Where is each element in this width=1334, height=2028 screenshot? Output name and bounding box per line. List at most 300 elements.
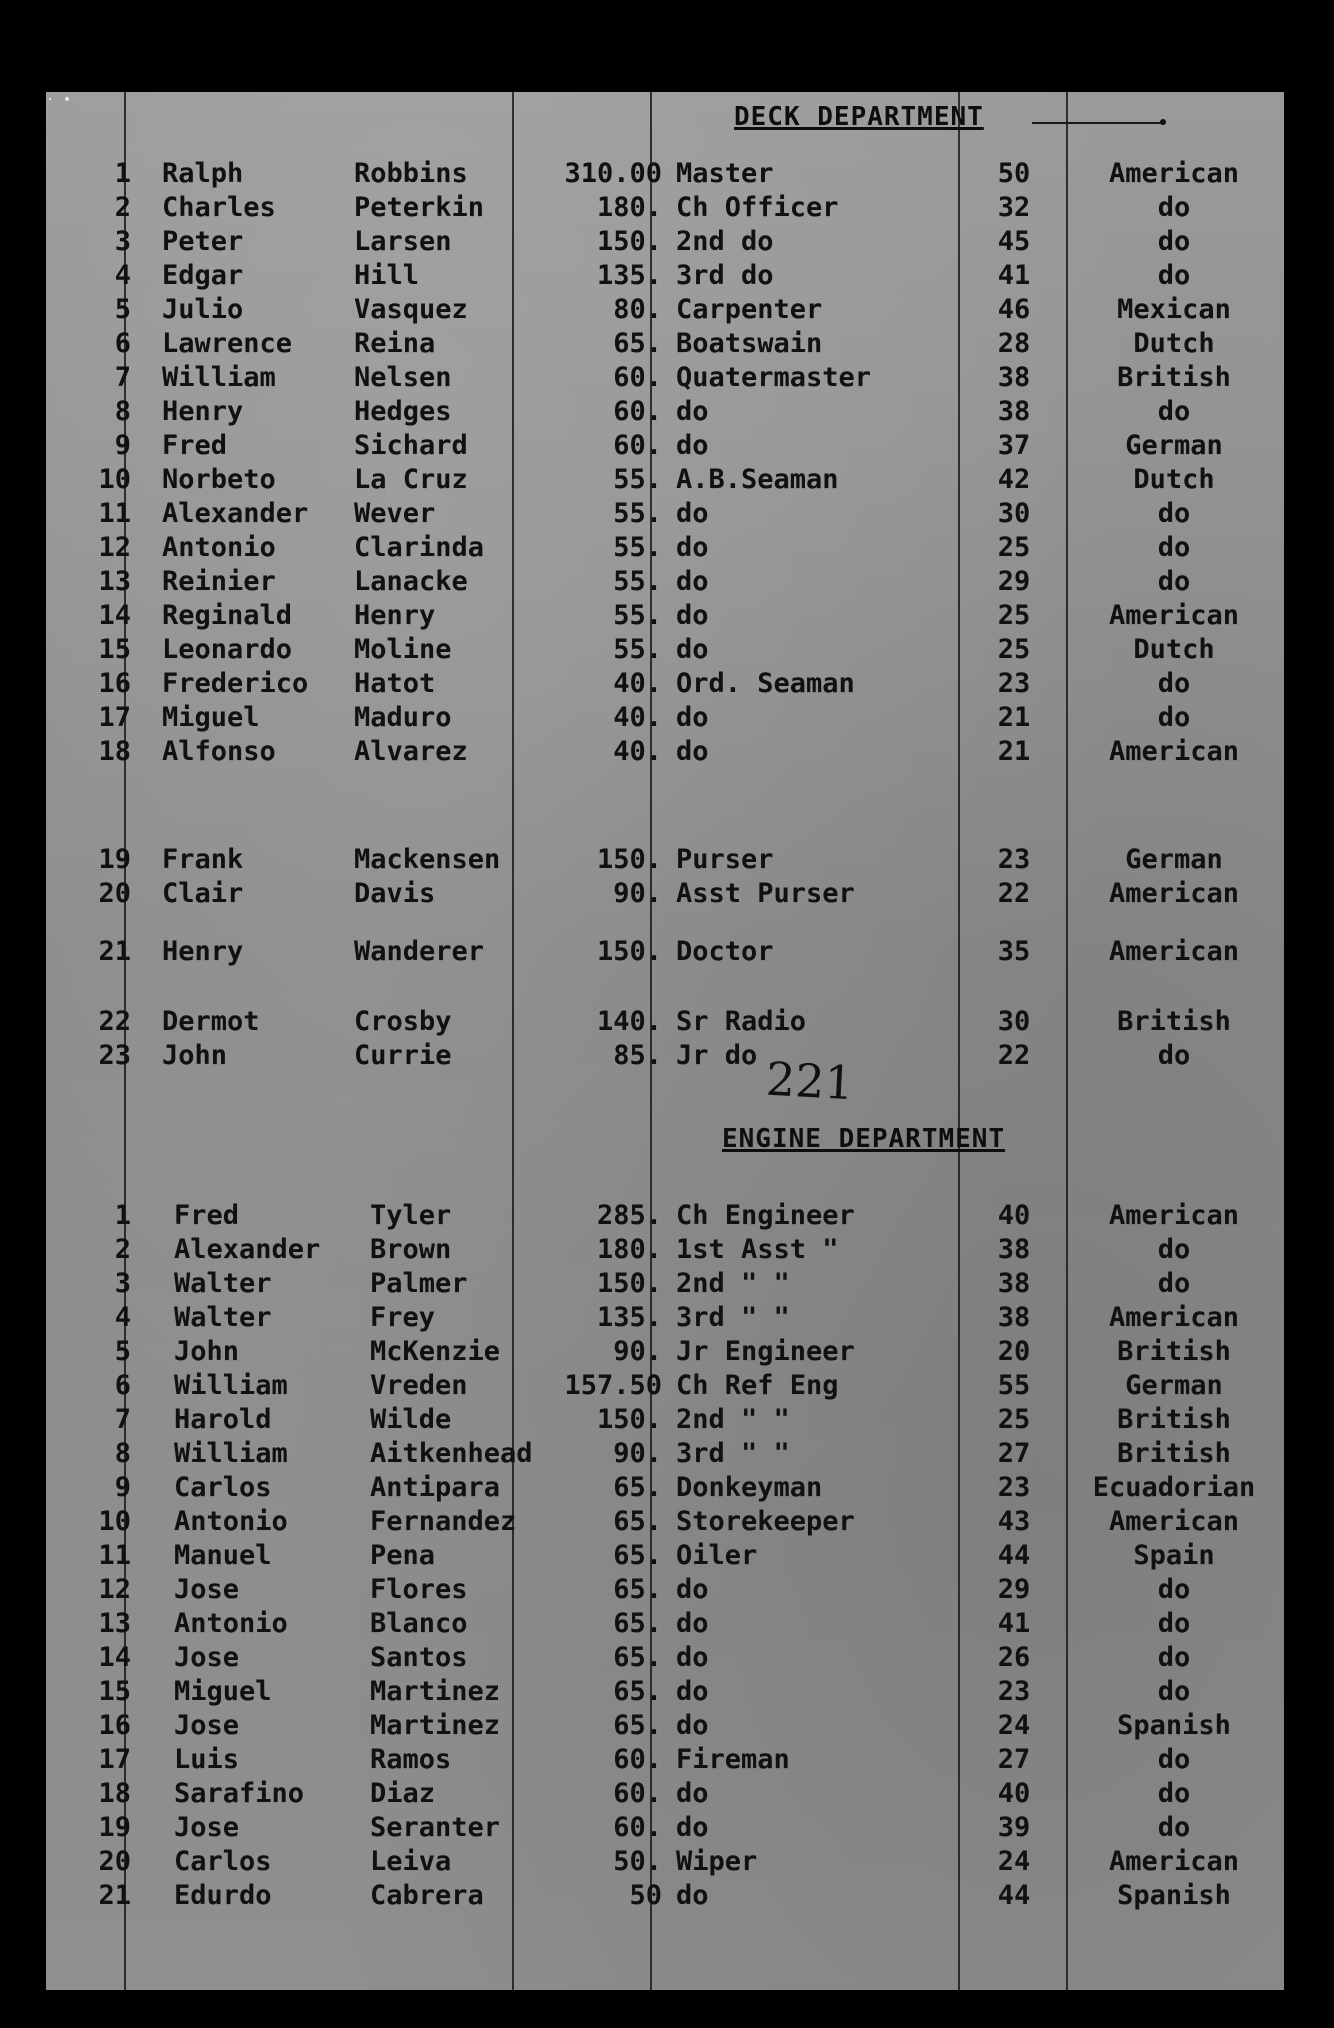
monthly-pay: 180. [596,192,662,223]
age: 27 [997,1438,1031,1469]
crew-row [46,600,1284,632]
nationality: British [1117,362,1231,393]
monthly-pay: 60. [613,362,662,393]
last-name: Flores [370,1574,468,1605]
first-name: Sarafino [174,1778,305,1809]
first-name: Frederico [162,668,309,699]
crew-row [46,1438,1284,1470]
crew-row [46,1006,1284,1038]
first-name: Henry [162,396,244,427]
nationality: do [1157,226,1191,257]
row-number: 4 [114,1302,131,1333]
row-number: 19 [98,844,131,875]
first-name: Clair [162,878,244,909]
age: 41 [997,260,1031,291]
row-number: 21 [98,936,131,967]
first-name: Luis [174,1744,240,1775]
row-number: 15 [98,634,131,665]
row-number: 16 [98,1710,131,1741]
last-name: Aitkenhead [370,1438,533,1469]
last-name: Santos [370,1642,468,1673]
nationality: American [1108,936,1240,967]
age: 40 [997,1778,1031,1809]
last-name: Reina [354,328,436,359]
age: 55 [997,1370,1031,1401]
age: 38 [997,362,1031,393]
monthly-pay: 55. [613,566,662,597]
age: 29 [997,566,1031,597]
last-name: Tyler [370,1200,452,1231]
rating: do [676,1812,709,1843]
monthly-pay: 135. [596,1302,662,1333]
rating: do [676,736,709,767]
rating: Ch Ref Eng [676,1370,839,1401]
last-name: Peterkin [354,192,485,223]
rating: Oiler [676,1540,758,1571]
rating: do [676,566,709,597]
row-number: 18 [98,736,131,767]
last-name: Mackensen [354,844,501,875]
age: 22 [997,878,1031,909]
nationality: American [1108,1302,1240,1333]
rating: Jr Engineer [676,1336,855,1367]
nationality: do [1157,1744,1191,1775]
last-name: Ramos [370,1744,452,1775]
row-number: 13 [98,566,131,597]
first-name: Henry [162,936,244,967]
last-name: Diaz [370,1778,436,1809]
nationality: American [1108,736,1240,767]
rating: do [676,1574,709,1605]
monthly-pay: 55. [613,634,662,665]
first-name: Jose [174,1642,240,1673]
first-name: John [174,1336,240,1367]
age: 37 [997,430,1031,461]
monthly-pay: 65. [613,1574,662,1605]
rating: do [676,1676,709,1707]
nationality: Spanish [1117,1880,1231,1911]
crew-row [46,396,1284,428]
first-name: Charles [162,192,276,223]
rating: do [676,1608,709,1639]
crew-row [46,1540,1284,1572]
nationality: German [1125,844,1223,875]
monthly-pay: 65. [613,1506,662,1537]
rating: 3rd " " [676,1302,790,1333]
first-name: Miguel [162,702,260,733]
row-number: 10 [98,1506,131,1537]
nationality: American [1108,1506,1240,1537]
monthly-pay: 50 [629,1880,662,1911]
monthly-pay: 135. [596,260,662,291]
age: 28 [997,328,1031,359]
rating: Ch Engineer [676,1200,855,1231]
rating: do [676,1642,709,1673]
crew-row [46,1608,1284,1640]
row-number: 17 [98,1744,131,1775]
first-name: Walter [174,1268,272,1299]
rating: Asst Purser [676,878,855,909]
row-number: 11 [98,1540,131,1571]
first-name: Edurdo [174,1880,272,1911]
last-name: Antipara [370,1472,501,1503]
crew-row [46,430,1284,462]
monthly-pay: 55. [613,532,662,563]
nationality: Mexican [1117,294,1231,325]
last-name: Larsen [354,226,452,257]
nationality: do [1157,260,1191,291]
crew-row [46,1404,1284,1436]
monthly-pay: 150. [596,936,662,967]
rating: Wiper [676,1846,758,1877]
rating: Jr do [676,1040,758,1071]
age: 26 [997,1642,1031,1673]
crew-row [46,1710,1284,1742]
crew-row [46,1472,1284,1504]
monthly-pay: 90. [613,1336,662,1367]
crew-row [46,328,1284,360]
crew-row [46,1302,1284,1334]
first-name: Lawrence [162,328,293,359]
monthly-pay: 65. [613,1710,662,1741]
nationality: British [1117,1404,1231,1435]
first-name: Antonio [174,1506,288,1537]
first-name: Fred [174,1200,240,1231]
last-name: Cabrera [370,1880,484,1911]
row-number: 3 [114,226,131,257]
nationality: do [1157,1234,1191,1265]
nationality: do [1157,498,1191,529]
crew-row [46,1336,1284,1368]
nationality: do [1157,1268,1191,1299]
monthly-pay: 150. [596,1268,662,1299]
crew-row [46,1812,1284,1844]
first-name: William [174,1370,288,1401]
age: 23 [997,1676,1031,1707]
last-name: Leiva [370,1846,452,1877]
row-number: 16 [98,668,131,699]
age: 23 [997,844,1031,875]
last-name: Sichard [354,430,468,461]
row-number: 8 [114,1438,131,1469]
last-name: Davis [354,878,436,909]
nationality: American [1108,1200,1240,1231]
crew-row [46,226,1284,258]
first-name: William [174,1438,288,1469]
row-number: 12 [98,1574,131,1605]
row-number: 20 [98,878,131,909]
rating: 3rd do [676,260,774,291]
row-number: 19 [98,1812,131,1843]
nationality: do [1157,532,1191,563]
monthly-pay: 55. [613,498,662,529]
first-name: Ralph [162,158,244,189]
row-number: 12 [98,532,131,563]
first-name: Peter [162,226,244,257]
age: 38 [997,1302,1031,1333]
monthly-pay: 285. [596,1200,662,1231]
first-name: Jose [174,1574,240,1605]
rating: do [676,430,709,461]
first-name: Fred [162,430,228,461]
monthly-pay: 60. [613,430,662,461]
monthly-pay: 80. [613,294,662,325]
monthly-pay: 65. [613,328,662,359]
nationality: do [1157,1040,1191,1071]
rating: do [676,396,709,427]
engine-department-heading: ENGINE DEPARTMENT [722,1124,1006,1154]
last-name: Wanderer [354,936,485,967]
monthly-pay: 150. [596,1404,662,1435]
crew-row [46,1574,1284,1606]
crew-row [46,464,1284,496]
monthly-pay: 85. [613,1040,662,1071]
row-number: 4 [114,260,131,291]
monthly-pay: 157.50 [564,1370,662,1401]
last-name: Henry [354,600,436,631]
row-number: 11 [98,498,131,529]
age: 45 [997,226,1031,257]
rating: do [676,1778,709,1809]
last-name: Alvarez [354,736,468,767]
age: 21 [997,702,1031,733]
row-number: 1 [114,1200,131,1231]
age: 22 [997,1040,1031,1071]
row-number: 13 [98,1608,131,1639]
first-name: Antonio [174,1608,288,1639]
first-name: Carlos [174,1472,272,1503]
rating: Boatswain [676,328,823,359]
rating: Ch Officer [676,192,839,223]
crew-row [46,566,1284,598]
last-name: Fernandez [370,1506,517,1537]
first-name: William [162,362,276,393]
row-number: 17 [98,702,131,733]
first-name: Reginald [162,600,293,631]
row-number: 7 [114,362,131,393]
last-name: Wilde [370,1404,452,1435]
monthly-pay: 60. [613,396,662,427]
nationality: American [1108,158,1240,189]
rating: Donkeyman [676,1472,823,1503]
rating: Purser [676,844,774,875]
row-number: 5 [114,1336,131,1367]
age: 50 [997,158,1031,189]
nationality: do [1157,1778,1191,1809]
crew-row [46,1846,1284,1878]
age: 24 [997,1710,1031,1741]
last-name: Seranter [370,1812,501,1843]
age: 29 [997,1574,1031,1605]
crew-row [46,1370,1284,1402]
first-name: Antonio [162,532,276,563]
age: 38 [997,1234,1031,1265]
last-name: Currie [354,1040,452,1071]
first-name: Jose [174,1710,240,1741]
age: 43 [997,1506,1031,1537]
row-number: 1 [114,158,131,189]
last-name: Vasquez [354,294,468,325]
first-name: John [162,1040,228,1071]
rating: Storekeeper [676,1506,855,1537]
crew-row [46,158,1284,190]
corner-mark: · • [46,92,72,108]
age: 41 [997,1608,1031,1639]
deck-department-heading: DECK DEPARTMENT [734,102,984,132]
crew-row [46,668,1284,700]
nationality: Dutch [1133,464,1215,495]
age: 40 [997,1200,1031,1231]
monthly-pay: 50. [613,1846,662,1877]
row-number: 8 [114,396,131,427]
row-number: 9 [114,1472,131,1503]
last-name: Wever [354,498,436,529]
last-name: Palmer [370,1268,468,1299]
first-name: Frank [162,844,244,875]
age: 30 [997,498,1031,529]
nationality: Spanish [1117,1710,1231,1741]
last-name: Moline [354,634,452,665]
last-name: Blanco [370,1608,468,1639]
nationality: do [1157,1812,1191,1843]
monthly-pay: 65. [613,1676,662,1707]
crew-row [46,1778,1284,1810]
crew-row [46,1676,1284,1708]
rating: Sr Radio [676,1006,807,1037]
row-number: 2 [114,1234,131,1265]
first-name: Julio [162,294,244,325]
rating: 1st Asst " [676,1234,839,1265]
crew-row [46,498,1284,530]
last-name: Brown [370,1234,452,1265]
age: 25 [997,532,1031,563]
last-name: Crosby [354,1006,452,1037]
monthly-pay: 90. [613,878,662,909]
nationality: do [1157,1676,1191,1707]
rating: A.B.Seaman [676,464,839,495]
rating: do [676,1710,709,1741]
nationality: do [1157,702,1191,733]
age: 24 [997,1846,1031,1877]
first-name: Norbeto [162,464,276,495]
nationality: Ecuadorian [1092,1472,1256,1503]
last-name: Maduro [354,702,452,733]
monthly-pay: 40. [613,668,662,699]
row-number: 10 [98,464,131,495]
row-number: 22 [98,1006,131,1037]
last-name: Hedges [354,396,452,427]
row-number: 14 [98,1642,131,1673]
crew-row [46,702,1284,734]
nationality: German [1125,430,1223,461]
nationality: Dutch [1133,328,1215,359]
age: 25 [997,600,1031,631]
crew-row [46,634,1284,666]
row-number: 6 [114,328,131,359]
row-number: 7 [114,1404,131,1435]
age: 25 [997,634,1031,665]
age: 44 [997,1880,1031,1911]
crew-row [46,878,1284,910]
first-name: Edgar [162,260,244,291]
monthly-pay: 40. [613,736,662,767]
rating: Quatermaster [676,362,872,393]
nationality: do [1157,1574,1191,1605]
nationality: do [1157,192,1191,223]
first-name: Carlos [174,1846,272,1877]
rating: Carpenter [676,294,823,325]
age: 32 [997,192,1031,223]
first-name: Leonardo [162,634,293,665]
nationality: do [1157,1608,1191,1639]
last-name: Clarinda [354,532,485,563]
rating: do [676,498,709,529]
crew-row [46,1200,1284,1232]
age: 35 [997,936,1031,967]
crew-row [46,844,1284,876]
first-name: Alexander [174,1234,321,1265]
row-number: 23 [98,1040,131,1071]
monthly-pay: 55. [613,464,662,495]
rating: 2nd " " [676,1268,790,1299]
row-number: 18 [98,1778,131,1809]
crew-row [46,1040,1284,1072]
monthly-pay: 65. [613,1540,662,1571]
first-name: Dermot [162,1006,260,1037]
row-number: 2 [114,192,131,223]
first-name: Reinier [162,566,276,597]
crew-row [46,1744,1284,1776]
rating: do [676,532,709,563]
rating: 2nd do [676,226,774,257]
nationality: do [1157,566,1191,597]
monthly-pay: 150. [596,226,662,257]
rating: 3rd " " [676,1438,790,1469]
age: 25 [997,1404,1031,1435]
rating: do [676,1880,709,1911]
crew-row [46,362,1284,394]
rating: Doctor [676,936,774,967]
nationality: American [1108,600,1240,631]
row-number: 9 [114,430,131,461]
rating: 2nd " " [676,1404,790,1435]
age: 23 [997,1472,1031,1503]
row-number: 6 [114,1370,131,1401]
last-name: Martinez [370,1676,501,1707]
crew-row [46,294,1284,326]
monthly-pay: 310.00 [564,158,662,189]
nationality: British [1117,1336,1231,1367]
rating: do [676,702,709,733]
crew-row [46,936,1284,968]
nationality: British [1117,1438,1231,1469]
handwritten-page-number: 221 [764,1051,856,1111]
age: 39 [997,1812,1031,1843]
crew-row [46,192,1284,224]
age: 23 [997,668,1031,699]
crew-row [46,1234,1284,1266]
first-name: Harold [174,1404,272,1435]
row-number: 20 [98,1846,131,1877]
monthly-pay: 60. [613,1812,662,1843]
nationality: German [1125,1370,1223,1401]
row-number: 5 [114,294,131,325]
nationality: Spain [1133,1540,1215,1571]
last-name: Martinez [370,1710,501,1741]
age: 38 [997,1268,1031,1299]
first-name: Alexander [162,498,309,529]
last-name: Robbins [354,158,468,189]
